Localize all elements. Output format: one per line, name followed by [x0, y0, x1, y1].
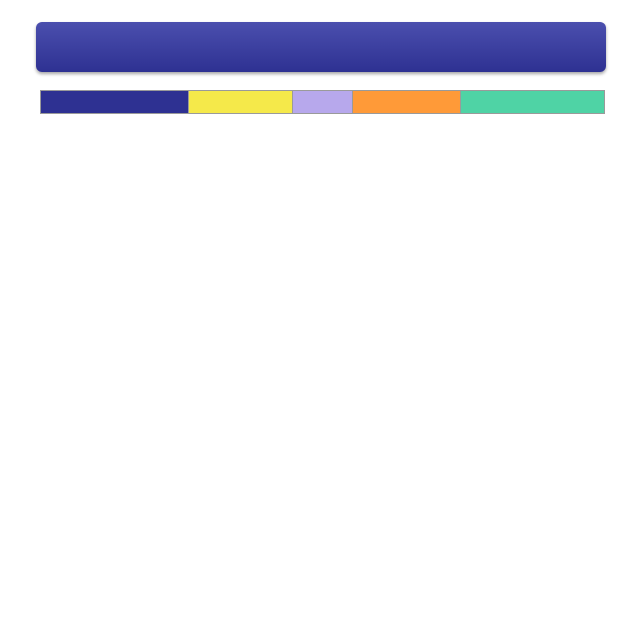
- column-header: [293, 91, 353, 114]
- column-header: [353, 91, 461, 114]
- column-header: [189, 91, 293, 114]
- table-corner: [41, 91, 189, 114]
- compatibility-table: [40, 90, 605, 114]
- column-header: [461, 91, 605, 114]
- title-banner: [36, 22, 606, 72]
- table-header-row: [41, 91, 605, 114]
